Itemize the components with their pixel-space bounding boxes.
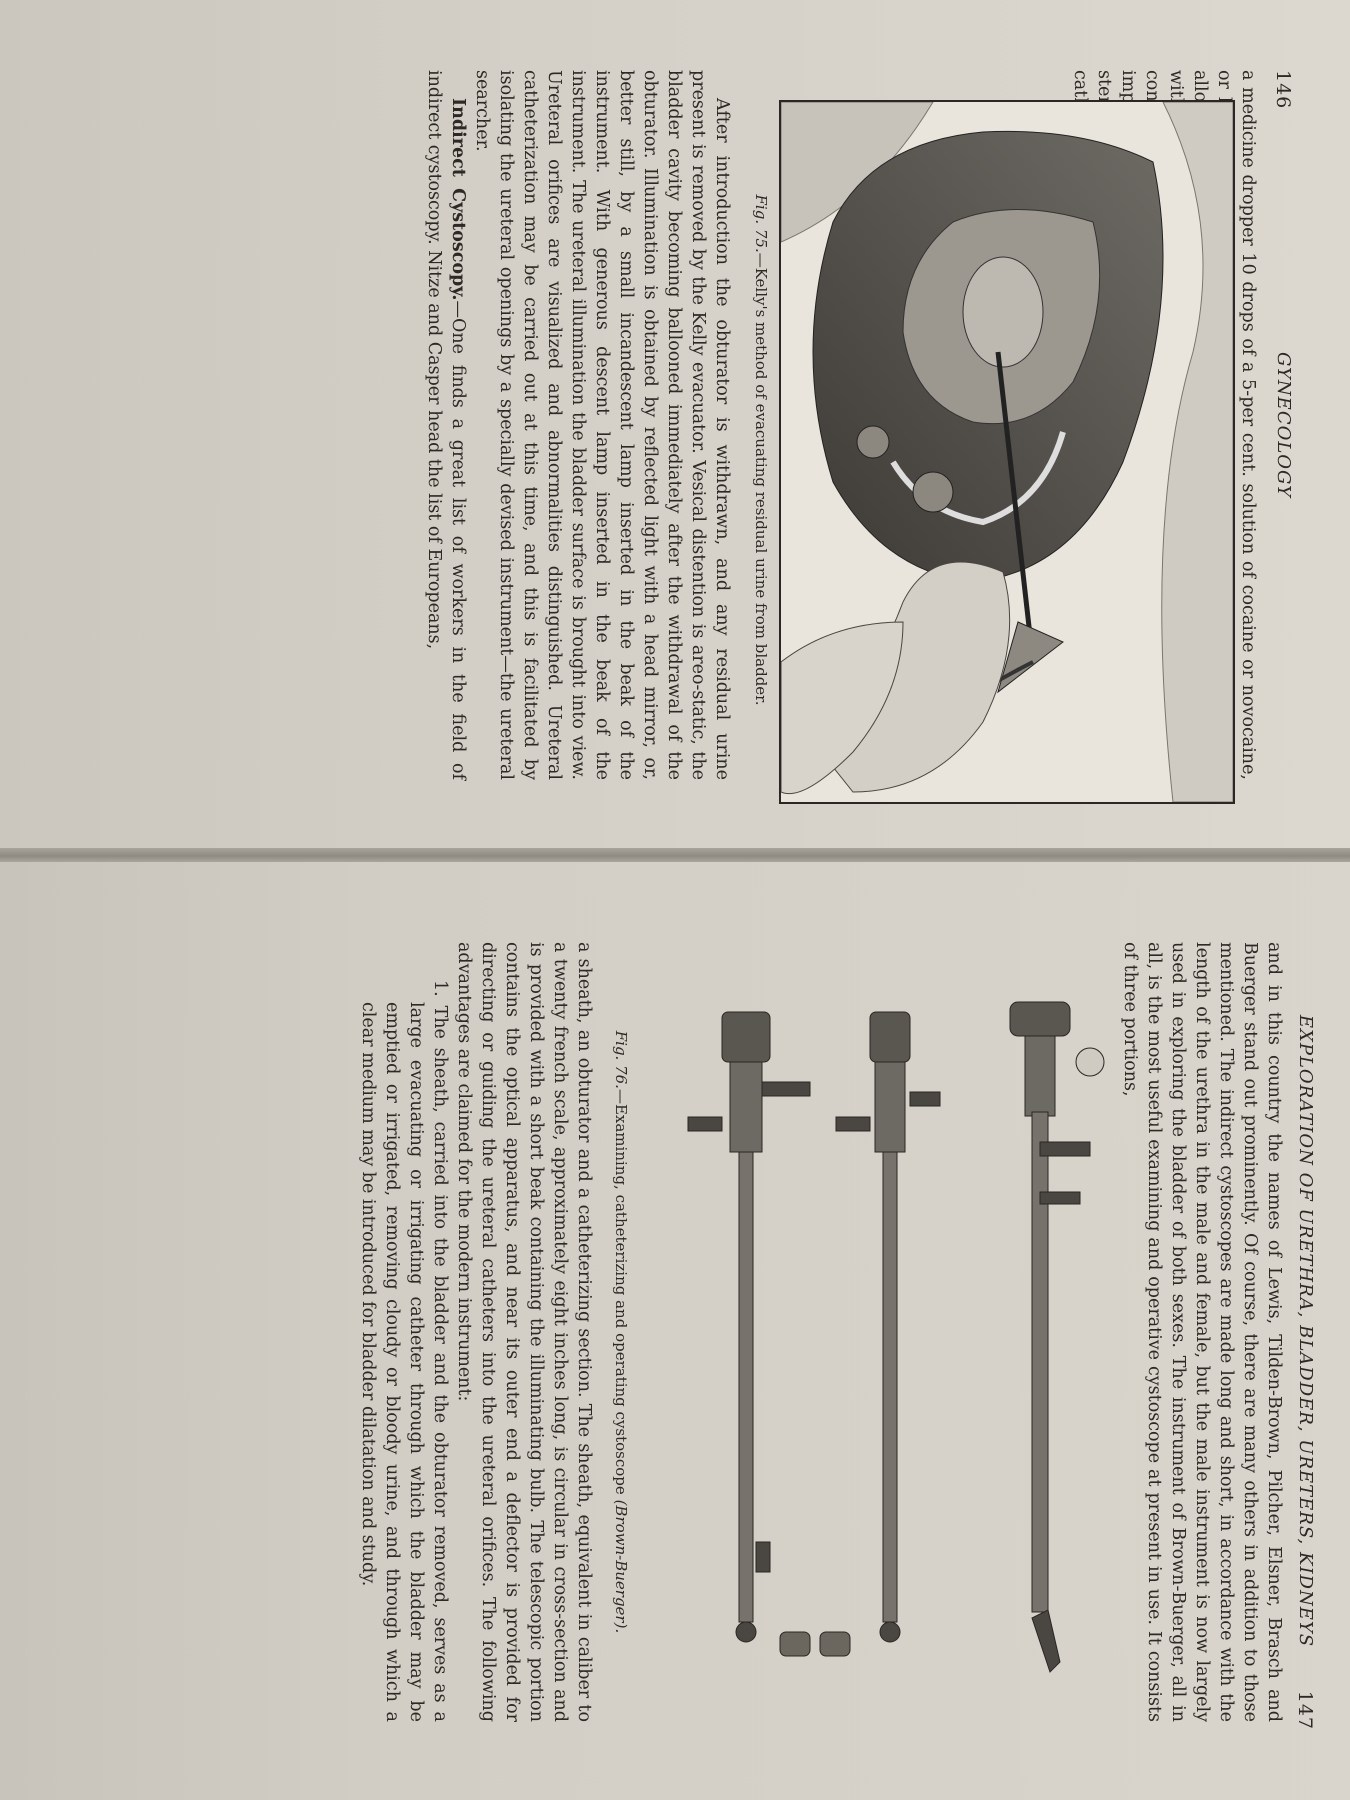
running-head-left bbox=[1264, 70, 1294, 780]
figure-75-caption bbox=[752, 100, 770, 800]
figure-75-illustration bbox=[779, 100, 1235, 804]
page-number-147: 147 bbox=[1294, 1690, 1316, 1730]
figure-76-caption-text: —Examining, catheterizing and operating cystoscope bbox=[612, 1088, 630, 1495]
figure-76-illustration bbox=[680, 942, 1110, 1722]
text-bottom-left bbox=[422, 70, 734, 780]
figure-75-label: Fig. 75. bbox=[752, 194, 770, 253]
kelly-evacuation-drawing bbox=[781, 102, 1233, 802]
paragraph-sheath: a sheath, an obturator and a catheterizing section. The sheath, equivalent in caliber to a twenty french scale, approximately eight inches long, is circular in cross-section and is provided with a short beak containing the illuminating bulb. The telescopic portion contains the optical apparatus, and near its outer end a deflector is provided for directing or guiding the ureteral catheters into the ureteral orifices. The following advantages are claimed for the modern instrument: bbox=[454, 942, 594, 1722]
running-head-right bbox=[1286, 932, 1316, 1730]
figure-75-caption-text: —Kelly's method of evacuating residual urine from bladder. bbox=[752, 252, 770, 706]
figure-76-caption bbox=[612, 942, 630, 1722]
page-147 bbox=[0, 862, 1350, 1800]
paragraph-obturator: After introduction the obturator is withdrawn, and any residual urine present is removed by the Kelly evacuator. Vesical distention is areo-static, the bladder cavity becoming ballooned immediately after the withdrawal of the obturator. Illumination is obtained by reflected light with a head mirror, or, better still, by a small incandescent lamp inserted in the beak of the instrument. With generous descent lamp inserted in the beak of the instrument. The ureteral illumination the bladder surface is brought into view. Ureteral orifices are visualized and abnormalities distinguished. Ureteral catheterization may be carried out at this time, and this is facilitated by isolating the ureteral openings by a specially devised instrument—the ureteral searcher. bbox=[472, 70, 732, 780]
advantages-list bbox=[356, 942, 452, 1722]
indirect-cystoscopy-text: —One finds a great list of workers in the field of indirect cystoscopy. Nitze and Casper head the list of Europeans, bbox=[424, 70, 468, 781]
paragraph-anesthesia: a medicine dropper 10 drops of a 5-per cent. solution of cocaine or novocaine, or with bbox=[1166, 70, 1258, 780]
cystoscope-drawing bbox=[680, 942, 1110, 1722]
text-bottom-right bbox=[356, 942, 596, 1722]
list-item: 1. The sheath, carried into the bladder and the obturator removed, serves as a large evacuating or irrigating catheter through which the bladder may be emptied or irrigated, removing cloudy or bloody urine, and through which a clear medium may be introduced for bladder dilatation and study. bbox=[358, 980, 450, 1722]
figure-76-caption-credit: (Brown-Buerger). bbox=[612, 1499, 630, 1634]
figure-76-label: Fig. 76. bbox=[612, 1030, 630, 1089]
heading-indirect-cystoscopy: Indirect Cystoscopy. bbox=[448, 98, 468, 301]
running-head-gynecology: GYNECOLOGY bbox=[1273, 351, 1294, 499]
paragraph-indirect-cystoscopy bbox=[422, 70, 470, 780]
text-top-right bbox=[1118, 942, 1286, 1722]
running-head-exploration: EXPLORATION OF URETHRA, BLADDER, URETERS, KIDNEYS bbox=[1295, 1014, 1316, 1648]
page-146 bbox=[0, 0, 1350, 850]
page-number-146: 146 bbox=[1272, 70, 1294, 110]
paragraph-cystoscopes: and in this country the names of Lewis, Tilden-Brown, Pilcher, Elsner, Brasch and Buerger stand out prominently. Of course, there are many others in addition to those mentioned. The indirect cystoscopes are made long and short, in accordance with the length of the urethra in the male and female, but the male instrument is now largely used in exploring the bladder of both sexes. The instrument of Brown-Buerger, all in all, is the most useful examining and operative cystoscope at present in use. It consists of three portions, bbox=[1120, 942, 1284, 1722]
